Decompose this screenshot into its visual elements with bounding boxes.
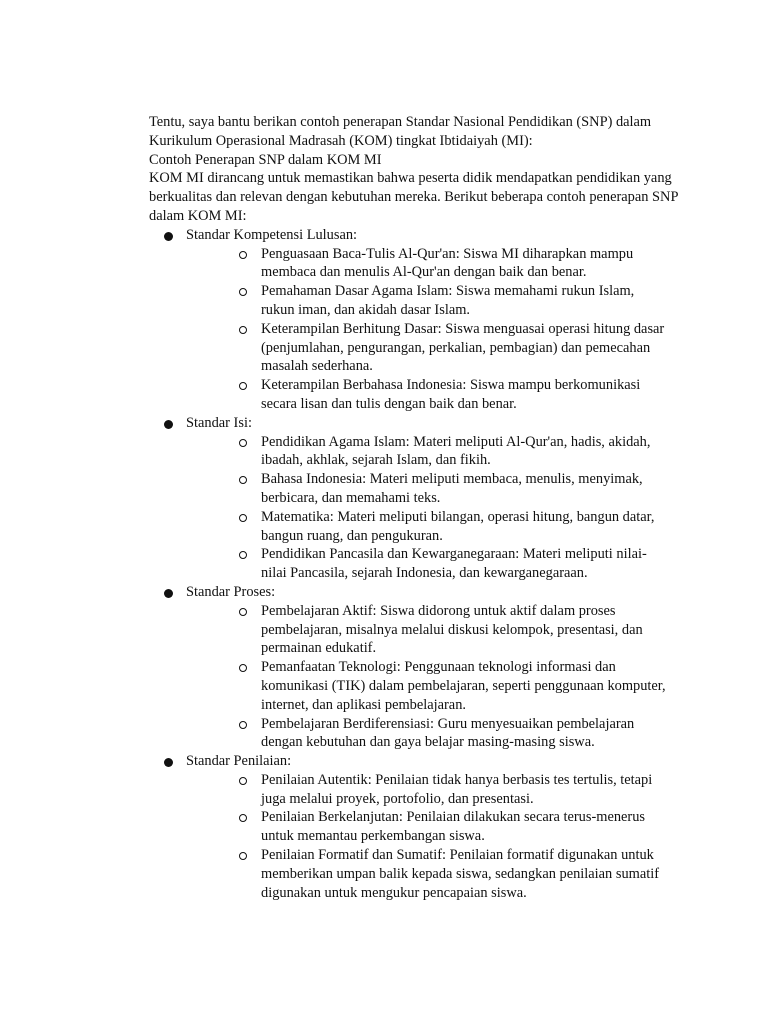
standard-item-kompetensi-lulusan: [149, 226, 694, 414]
list-item: [186, 470, 694, 508]
list-item-text: Penilaian Berkelanjutan: Penilaian dilakukan secara terus-menerus untuk memantau perkembangan siswa.: [261, 809, 646, 845]
list-item: [186, 320, 694, 376]
list-item: [186, 376, 694, 414]
standard-title: Standar Isi:: [186, 414, 252, 431]
list-item-text: Keterampilan Berhitung Dasar: Siswa menguasai operasi hitung dasar (penjumlahan, pengurangan, perkalian, pembagian) dan pemecahan masalah sederhana.: [261, 320, 665, 375]
hollow-bullet-icon: [239, 288, 247, 296]
list-item: [186, 771, 694, 809]
hollow-bullet-icon: [239, 664, 247, 672]
list-item: [186, 602, 694, 658]
standards-list: [149, 226, 694, 903]
hollow-bullet-icon: [239, 382, 247, 390]
sub-list: [186, 771, 694, 903]
filled-bullet-icon: [164, 420, 173, 429]
hollow-bullet-icon: [239, 777, 247, 785]
hollow-bullet-icon: [239, 476, 247, 484]
list-item-text: Pembelajaran Berdiferensiasi: Guru menyesuaikan pembelajaran dengan kebutuhan dan gaya belajar masing-masing siswa.: [261, 715, 635, 751]
list-item: [186, 245, 694, 283]
filled-bullet-icon: [164, 232, 173, 241]
list-item: [186, 808, 694, 846]
list-item: [186, 715, 694, 753]
list-item: [186, 508, 694, 546]
hollow-bullet-icon: [239, 439, 247, 447]
filled-bullet-icon: [164, 758, 173, 767]
hollow-bullet-icon: [239, 721, 247, 729]
list-item-text: Penilaian Autentik: Penilaian tidak hanya berbasis tes tertulis, tetapi juga melalui proyek, portofolio, dan presentasi.: [261, 771, 653, 807]
sub-list: [186, 433, 694, 583]
list-item-text: Bahasa Indonesia: Materi meliputi membaca, menulis, menyimak, berbicara, dan memahami teks.: [261, 471, 643, 506]
list-item: [186, 846, 694, 902]
list-item-text: Pemahaman Dasar Agama Islam: Siswa memahami rukun Islam, rukun iman, dan akidah dasar Islam.: [261, 283, 635, 318]
list-item-text: Pembelajaran Aktif: Siswa didorong untuk aktif dalam proses pembelajaran, misalnya melalui diskusi kelompok, presentasi, dan permainan edukatif.: [261, 602, 643, 657]
section-heading: Contoh Penerapan SNP dalam KOM MI: [149, 151, 382, 168]
list-item-text: Keterampilan Berbahasa Indonesia: Siswa mampu berkomunikasi secara lisan dan tulis dengan baik dan benar.: [261, 377, 641, 412]
standard-title: Standar Proses:: [186, 583, 276, 600]
intro-paragraph: Tentu, saya bantu berikan contoh penerapan Standar Nasional Pendidikan (SNP) dalam Kurikulum Operasional Madrasah (KOM) tingkat Ibtidaiyah (MI):: [149, 114, 652, 149]
hollow-bullet-icon: [239, 814, 247, 822]
standard-item-penilaian: [149, 752, 694, 902]
list-item-text: Pendidikan Agama Islam: Materi meliputi Al-Qur'an, hadis, akidah, ibadah, akhlak, sejarah Islam, dan fikih.: [261, 433, 651, 469]
list-item: [186, 545, 694, 583]
filled-bullet-icon: [164, 589, 173, 598]
hollow-bullet-icon: [239, 852, 247, 860]
list-item-text: Penguasaan Baca-Tulis Al-Qur'an: Siswa MI diharapkan mampu membaca dan menulis Al-Qur'an dengan baik dan benar.: [261, 245, 634, 281]
sub-list: [186, 602, 694, 752]
list-item-text: Penilaian Formatif dan Sumatif: Penilaian formatif digunakan untuk memberikan umpan balik kepada siswa, sedangkan penilaian sumatif digunakan untuk mengukur pencapaian siswa.: [261, 847, 660, 901]
list-item-text: Pemanfaatan Teknologi: Penggunaan teknologi informasi dan komunikasi (TIK) dalam pembelajaran, seperti penggunaan komputer, internet, dan aplikasi pembelajaran.: [261, 659, 666, 713]
list-item: [186, 282, 694, 320]
standard-title: Standar Kompetensi Lulusan:: [186, 226, 358, 243]
list-item-text: Pendidikan Pancasila dan Kewarganegaraan: Materi meliputi nilai-nilai Pancasila, sejarah Indonesia, dan kewarganegaraan.: [261, 546, 647, 582]
hollow-bullet-icon: [239, 551, 247, 559]
hollow-bullet-icon: [239, 514, 247, 522]
standard-title: Standar Penilaian:: [186, 753, 292, 770]
document-page: [149, 113, 694, 902]
standard-item-isi: [149, 414, 694, 583]
sub-list: [186, 245, 694, 414]
list-item: [186, 658, 694, 714]
list-item-text: Matematika: Materi meliputi bilangan, operasi hitung, bangun datar, bangun ruang, dan pengukuran.: [261, 508, 655, 544]
hollow-bullet-icon: [239, 608, 247, 616]
standard-item-proses: [149, 583, 694, 752]
hollow-bullet-icon: [239, 326, 247, 334]
hollow-bullet-icon: [239, 251, 247, 259]
description-paragraph: KOM MI dirancang untuk memastikan bahwa peserta didik mendapatkan pendidikan yang berkualitas dan relevan dengan kebutuhan mereka. Berikut beberapa contoh penerapan SNP dalam KOM MI:: [149, 170, 678, 224]
list-item: [186, 433, 694, 471]
